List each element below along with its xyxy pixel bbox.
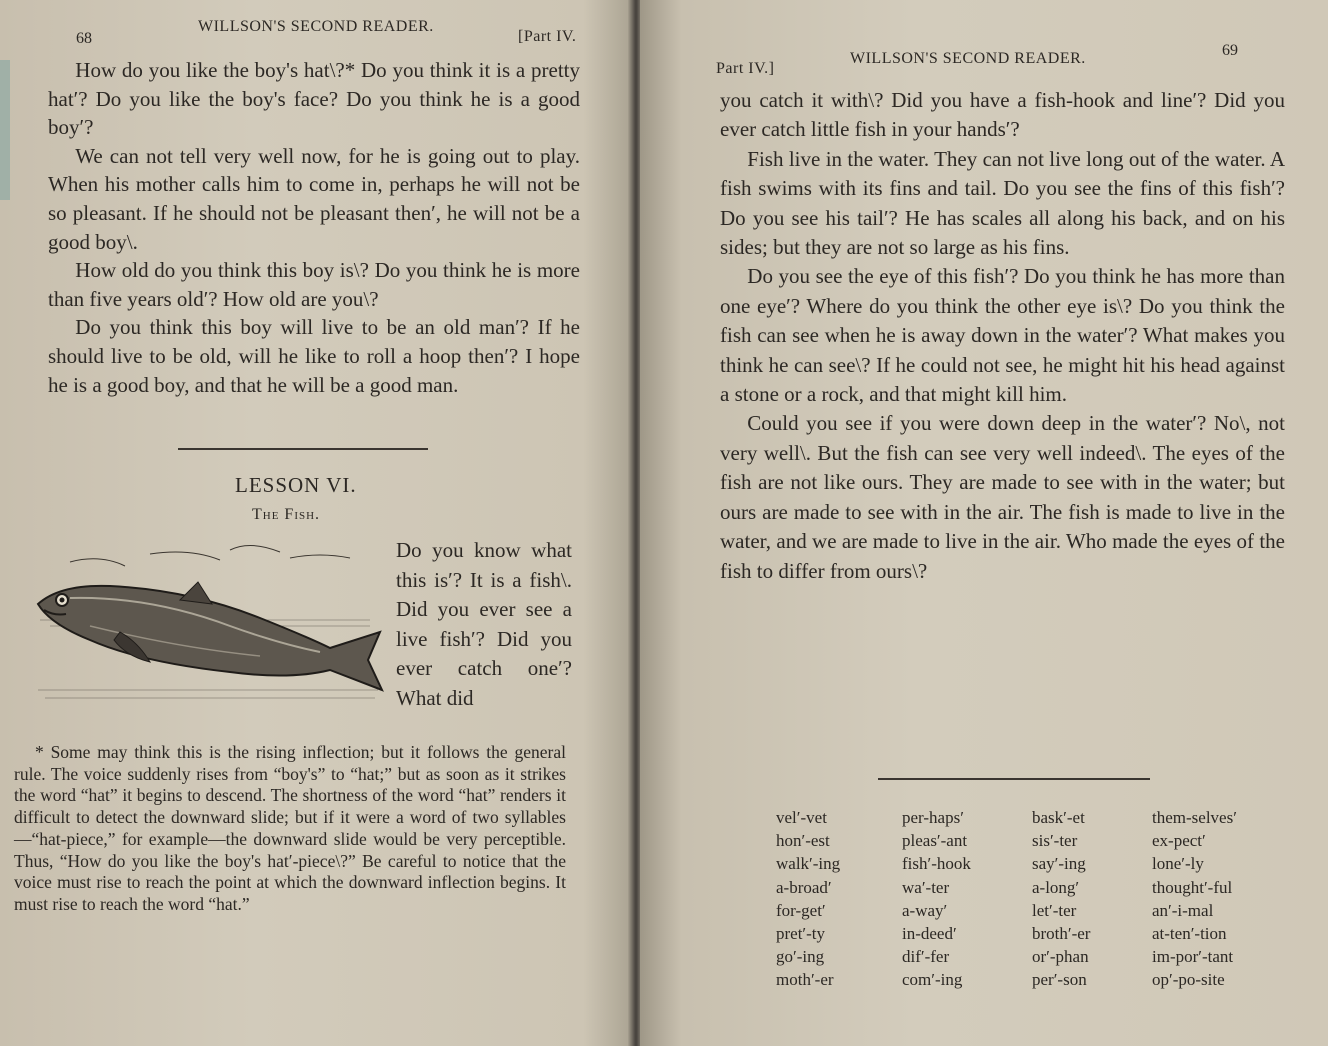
spelling-word: im-por′-tant <box>1152 947 1234 967</box>
fish-illustration <box>30 540 395 730</box>
right-part-label: Part IV.] <box>716 60 775 77</box>
spelling-word: dif′-fer <box>902 947 950 967</box>
spelling-word: for-get′ <box>776 900 826 920</box>
spelling-word: a-long′ <box>1032 877 1080 897</box>
right-paragraph-3: Do you see the eye of this fish′? Do you think he has more than one eye′? Where do you think the other eye is\? Do you think the fish can see when he is away down in the water′? What makes you think he can see\? If he could not see, he might hit his head against a stone or a rock, and that might kill him. <box>720 264 1285 407</box>
spelling-word: com′-ing <box>902 970 963 990</box>
spelling-word: fish′-hook <box>902 854 971 874</box>
spelling-word: hon′-est <box>776 831 830 851</box>
spelling-word: them-selves′ <box>1152 808 1237 827</box>
spelling-word: a-way′ <box>902 900 948 920</box>
left-paragraph-4: Do you think this boy will live to be an old man′? If he should live to be old, will he like to roll a hoop then′? I hope he is a good boy, and that he will be a good man. <box>48 315 580 397</box>
spelling-word: go′-ing <box>776 947 825 967</box>
spelling-column-3 <box>1032 806 1152 992</box>
left-page-number: 68 <box>76 30 92 47</box>
left-part-label: [Part IV. <box>518 28 577 45</box>
spelling-word: wa′-ter <box>902 877 950 897</box>
spelling-word-list <box>776 806 1296 992</box>
spelling-word: in-deed′ <box>902 924 957 944</box>
spelling-word: sis′-ter <box>1032 831 1078 851</box>
lesson-subtitle: The Fish. <box>252 506 321 523</box>
right-paragraph-4: Could you see if you were down deep in the water′? No\, not very well\. But the fish can see very well indeed\. The eyes of the fish are not like ours. They are made to see with in the water; but ours are made to see with in the air. The fish is made to live in the water, and we are made to live in the air. Who made the eyes of the fish to differ from ours\? <box>720 411 1285 583</box>
spelling-word: ex-pect′ <box>1152 831 1206 851</box>
spelling-word: per′-son <box>1032 970 1087 990</box>
spelling-word: or′-phan <box>1032 947 1089 967</box>
right-paragraph-2: Fish live in the water. They can not live long out of the water. A fish swims with its fins and tail. Do you see the fins of this fish′? Do you see his tail′? He has scales all along his back, and on his sides; but they are not so large as his fins. <box>720 146 1285 260</box>
left-paragraph-2: We can not tell very well now, for he is going out to play. When his mother calls him to come in, perhaps he will not be so pleasant. If he should not be pleasant then′, he will not be a good boy\. <box>48 143 580 254</box>
spelling-column-2 <box>902 806 1032 992</box>
left-running-head: WILLSON'S SECOND READER. <box>198 18 434 35</box>
spelling-word: an′-i-mal <box>1152 900 1214 920</box>
lesson-title: LESSON VI. <box>235 473 357 497</box>
spelling-word: thought′-ful <box>1152 877 1233 897</box>
spelling-word: op′-po-site <box>1152 970 1225 990</box>
spelling-word: vel′-vet <box>776 808 827 827</box>
page-edge-tab <box>0 60 10 200</box>
right-body-text <box>720 86 1285 586</box>
left-paragraph-3: How old do you think this boy is\? Do you think he is more than five years old′? How old are you\? <box>48 258 580 311</box>
spelling-column-1 <box>776 806 902 992</box>
spelling-divider <box>878 778 1150 780</box>
spelling-word: moth′-er <box>776 970 834 990</box>
spelling-word: a-broad′ <box>776 877 832 897</box>
right-page-number: 69 <box>1222 42 1238 59</box>
section-divider <box>178 448 428 450</box>
spelling-word: bask′-et <box>1032 808 1085 827</box>
spelling-word: per-haps′ <box>902 808 964 827</box>
spelling-word: walk′-ing <box>776 854 841 874</box>
left-page <box>0 0 634 1046</box>
spelling-word: lone′-ly <box>1152 854 1204 874</box>
spelling-word: pret′-ty <box>776 924 826 944</box>
spelling-word: pleas′-ant <box>902 831 968 851</box>
left-paragraph-1: How do you like the boy's hat\?* Do you think it is a pretty hat′? Do you like the boy's face? Do you think he is a good boy′? <box>48 58 580 140</box>
right-paragraph-1: you catch it with\? Did you have a fish-hook and line′? Did you ever catch little fish in your hands′? <box>720 88 1285 142</box>
spelling-word: say′-ing <box>1032 854 1086 874</box>
spelling-word: at-ten′-tion <box>1152 924 1227 944</box>
spelling-word: let′-ter <box>1032 900 1077 920</box>
right-running-head: WILLSON'S SECOND READER. <box>850 50 1086 67</box>
lesson-opening-text: Do you know what this is′? It is a fish\. Did you ever see a live fish′? Did you ever catch one′? What did <box>396 538 572 710</box>
left-body-text <box>48 56 580 399</box>
spelling-word: broth′-er <box>1032 924 1091 944</box>
spelling-column-4 <box>1152 806 1280 992</box>
footnote-text: * Some may think this is the rising inflection; but it follows the general rule. The voice suddenly rises from “boy's” to “hat;” but as soon as it strikes the word “hat” it begins to descend. The shortness of the word “hat” renders it difficult to detect the downward slide; but if it were a word of two syllables—“hat-piece,” for example—the downward slide would be very perceptible. Thus, “How do you like the boy's hat′-piece\?” Be careful to notice that the voice must rise to reach the point at which the downward inflection begins. It must rise to reach the word “hat.” <box>14 742 566 914</box>
footnote <box>14 742 566 916</box>
